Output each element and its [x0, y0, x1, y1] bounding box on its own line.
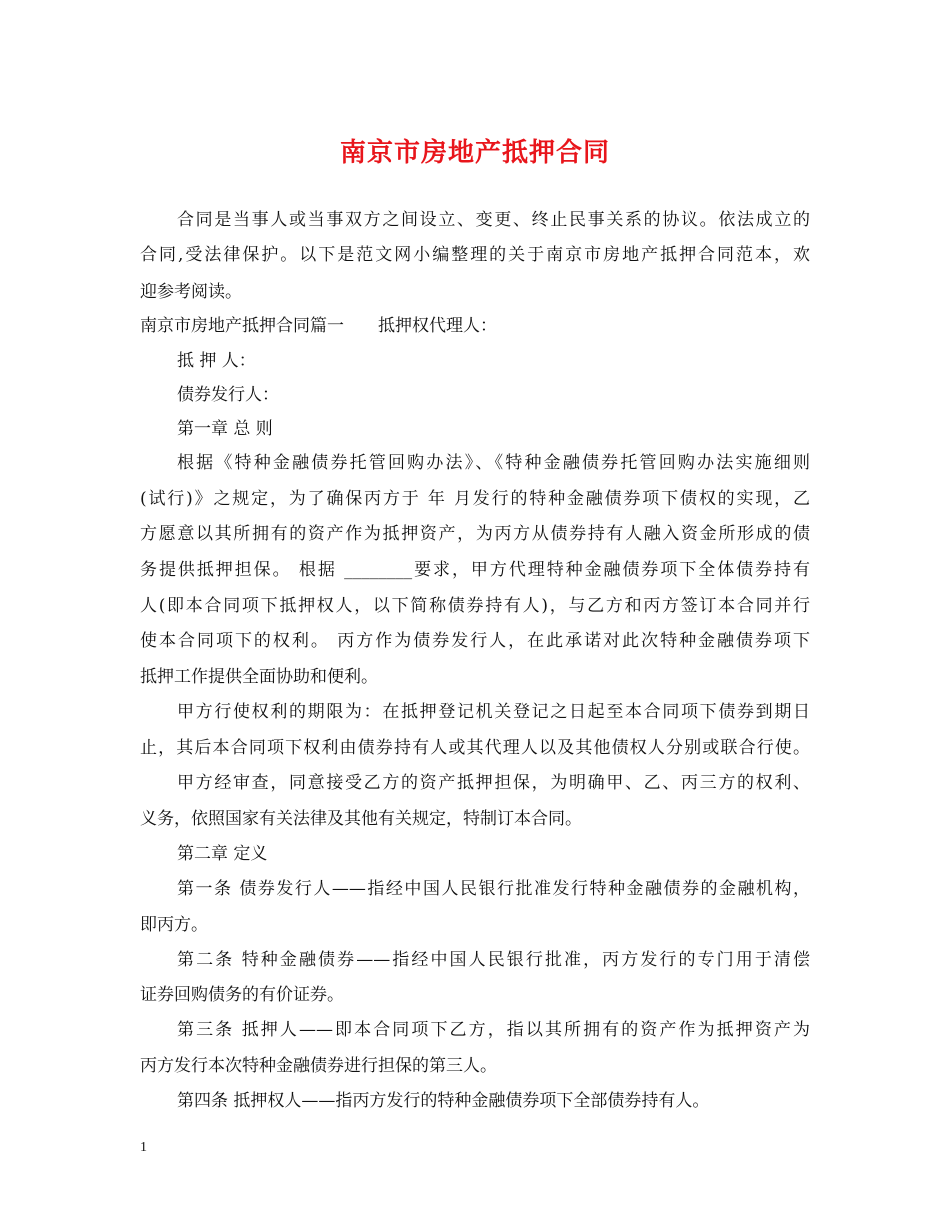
paragraph-line: 第二条 特种金融债券——指经中国人民银行批准，丙方发行的专门用于清偿: [177, 950, 810, 970]
paragraph-line: 南京市房地产抵押合同篇一 抵押权代理人：: [140, 316, 497, 336]
page-number: 1: [140, 1140, 147, 1155]
chapter-heading: 第二章 定义: [177, 844, 268, 864]
paragraph-line: 抵 押 人：: [177, 351, 256, 371]
paragraph-line: 第三条 抵押人——即本合同项下乙方，指以其所拥有的资产作为抵押资产为: [177, 1020, 810, 1040]
paragraph-line: 使本合同项下的权利。 丙方作为债券发行人，在此承诺对此次特种金融债券项下: [140, 631, 810, 651]
document-title: 南京市房地产抵押合同: [339, 138, 610, 168]
paragraph-line: 合同,受法律保护。以下是范文网小编整理的关于南京市房地产抵押合同范本，欢: [140, 245, 810, 265]
paragraph-line: 证券回购债务的有价证券。: [140, 985, 344, 1005]
paragraph-line: 人(即本合同项下抵押权人，以下简称债券持有人)，与乙方和丙方签订本合同并行: [140, 596, 810, 616]
paragraph-line: 抵押工作提供全面协助和便利。: [140, 667, 378, 687]
paragraph-line: 方愿意以其所拥有的资产作为抵押资产，为丙方从债券持有人融入资金所形成的债: [140, 524, 810, 544]
paragraph-line: 甲方经审查，同意接受乙方的资产抵押担保，为明确甲、乙、丙三方的权利、: [177, 773, 810, 793]
chapter-heading: 第一章 总 则: [177, 419, 273, 439]
paragraph-line: 止，其后本合同项下权利由债券持有人或其代理人以及其他债权人分别或联合行使。: [140, 738, 810, 758]
paragraph-line: 即丙方。: [140, 915, 208, 935]
paragraph-line: 第一条 债券发行人——指经中国人民银行批准发行特种金融债券的金融机构，: [177, 879, 810, 899]
paragraph-line: 丙方发行本次特种金融债券进行担保的第三人。: [140, 1056, 497, 1076]
paragraph-line: 义务，依照国家有关法律及其他有关规定，特制订本合同。: [140, 809, 582, 829]
paragraph-line: 债券发行人：: [177, 385, 279, 405]
paragraph-line: 第四条 抵押权人——指丙方发行的特种金融债券项下全部债券持有人。: [177, 1091, 710, 1111]
paragraph-line: 务提供抵押担保。 根据 ________要求，甲方代理特种金融债券项下全体债券持有: [140, 560, 810, 580]
paragraph-line: 甲方行使权利的期限为：在抵押登记机关登记之日起至本合同项下债券到期日: [177, 702, 810, 722]
paragraph-line: 迎参考阅读。: [140, 282, 242, 302]
paragraph-line: 合同是当事人或当事双方之间设立、变更、终止民事关系的协议。依法成立的: [177, 210, 810, 230]
paragraph-line: 根据《特种金融债券托管回购办法》、《特种金融债券托管回购办法实施细则: [177, 453, 810, 473]
paragraph-line: (试行)》之规定，为了确保丙方于 年 月发行的特种金融债券项下债权的实现，乙: [140, 489, 810, 509]
